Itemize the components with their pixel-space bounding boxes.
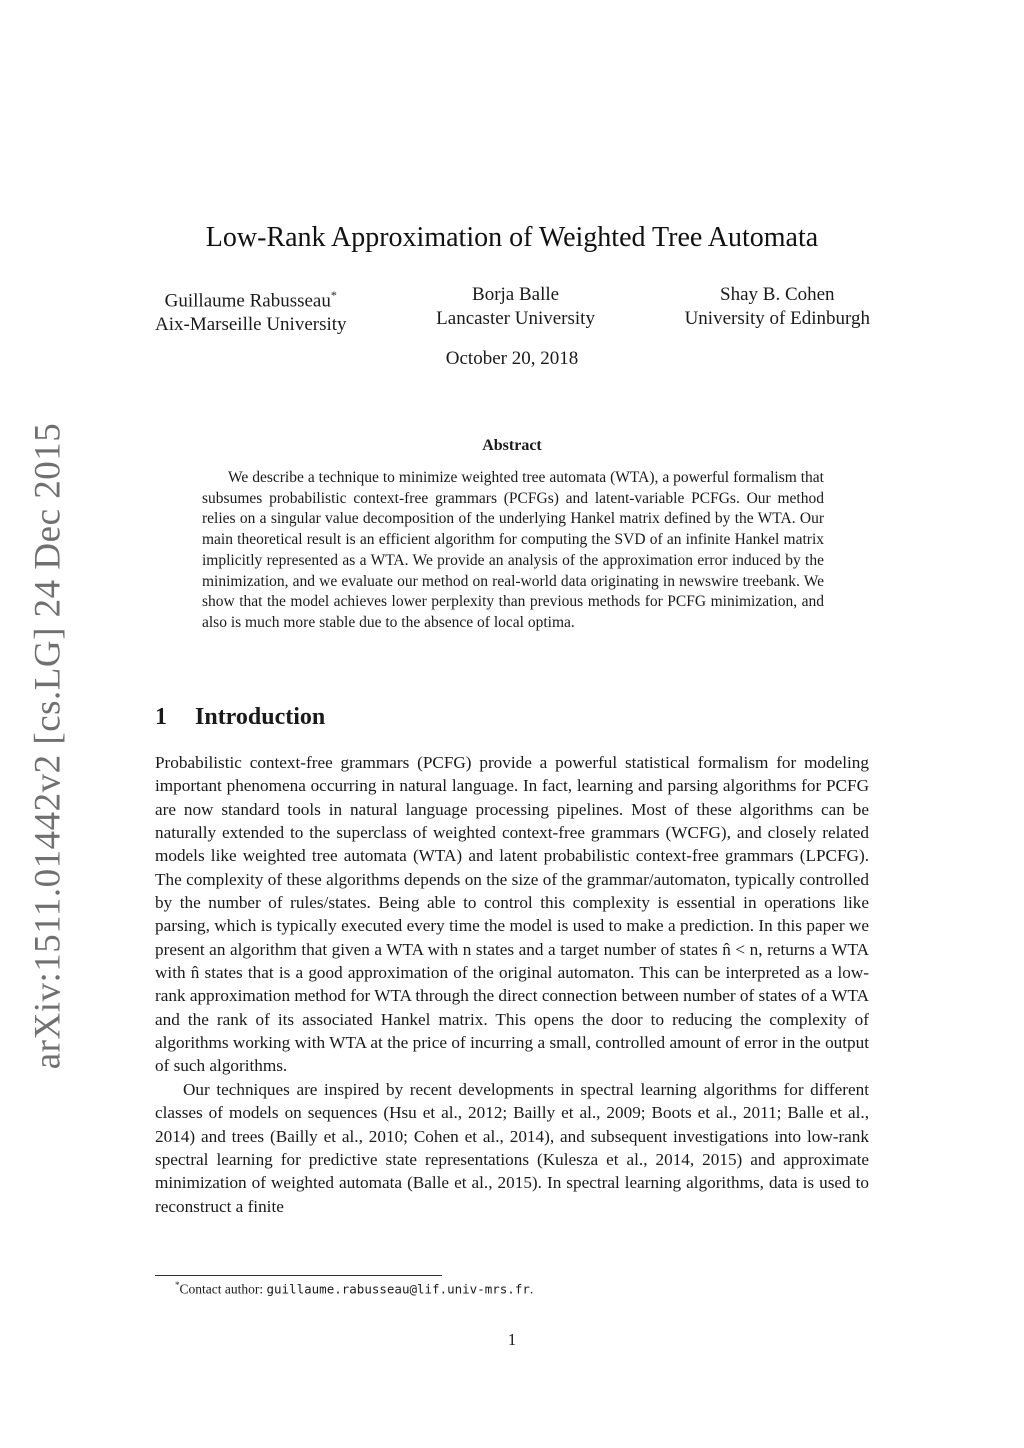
paper-title: Low-Rank Approximation of Weighted Tree Automata (205, 222, 819, 253)
author (436, 283, 595, 337)
section-heading (155, 704, 325, 731)
abstract-text: We describe a technique to minimize weighted tree automata (WTA), a powerful formalism that subsumes probabilistic context-free grammars (PCFGs) and latent-variable PCFGs. Our method relies on a singular value decomposition of the underlying Hankel matrix defined by the WTA. Our main theoretical result is an efficient algorithm for computing the SVD of an infinite Hankel matrix implicitly represented as a WTA. We provide an analysis of the approximation error induced by the minimization, and we evaluate our method on real-world data originating in newswire treebank. We show that the model achieves lower perplexity than previous methods for PCFG minimization, and also is much more stable due to the absence of local optima. (202, 469, 824, 631)
author-affiliation: University of Edinburgh (684, 308, 870, 329)
arxiv-identifier-stamp: arXiv:1511.01442v2 [cs.LG] 24 Dec 2015 (27, 422, 69, 1070)
page-number: 1 (507, 1330, 517, 1349)
body-paragraph: Our techniques are inspired by recent developments in spectral learning algorithms for different classes of models on sequences (Hsu et al., 2012; Bailly et al., 2009; Boots et al., 2011; Balle et al., 2014) and trees (Bailly et al., 2010; Cohen et al., 2014), and subsequent investigations into low-rank spectral learning for predictive state representations (Kulesza et al., 2014, 2015) and approximate minimization of weighted automata (Balle et al., 2015). In spectral learning algorithms, data is used to reconstruct a finite (155, 1079, 869, 1216)
body-paragraph: Probabilistic context-free grammars (PCFG) provide a powerful statistical formalism for modeling important phenomena occurring in natural language. In fact, learning and parsing algorithms for PCFG are now standard tools in natural language processing pipelines. Most of these algorithms can be naturally extended to the superclass of weighted context-free grammars (WCFG), and closely related models like weighted tree automata (WTA) and latent probabilistic context-free grammars (LPCFG). The complexity of these algorithms depends on the size of the grammar/automaton, typically controlled by the number of rules/states. Being able to control this complexity is essential in operations like parsing, which is typically executed every time the model is used to make a prediction. In this paper we present an algorithm that given a WTA with n states and a target number of states n̂ < n, returns a WTA with n̂ states that is a good approximation of the original automaton. This can be interpreted as a low-rank approximation method for WTA through the direct connection between number of states of a WTA and the rank of its associated Hankel matrix. This opens the door to reducing the complexity of algorithms working with WTA at the price of incurring a small, controlled amount of error in the output of such algorithms. (155, 753, 869, 1076)
author-affiliation: Lancaster University (436, 308, 595, 329)
footnote-end: . (529, 1281, 534, 1297)
author-block (155, 283, 870, 337)
author (155, 283, 347, 337)
author-footnote-mark: * (330, 288, 337, 302)
paper-date: October 20, 2018 (445, 348, 579, 369)
footnote-divider (155, 1275, 442, 1276)
footnote-label: Contact author: (179, 1281, 267, 1297)
section-number: 1 (155, 704, 167, 730)
footnote-mark: * (175, 1280, 180, 1290)
author-name: Guillaume Rabusseau (164, 290, 331, 312)
contact-email-link[interactable]: guillaume.rabusseau@lif.univ-mrs.fr (266, 1281, 530, 1297)
abstract-heading: Abstract (482, 437, 542, 454)
section-title: Introduction (195, 704, 326, 730)
introduction-body (155, 751, 869, 1218)
author-name: Shay B. Cohen (720, 284, 835, 305)
author (685, 283, 870, 337)
author-affiliation: Aix-Marseille University (155, 314, 347, 336)
author-name: Borja Balle (472, 284, 560, 305)
footnote (175, 1280, 533, 1298)
